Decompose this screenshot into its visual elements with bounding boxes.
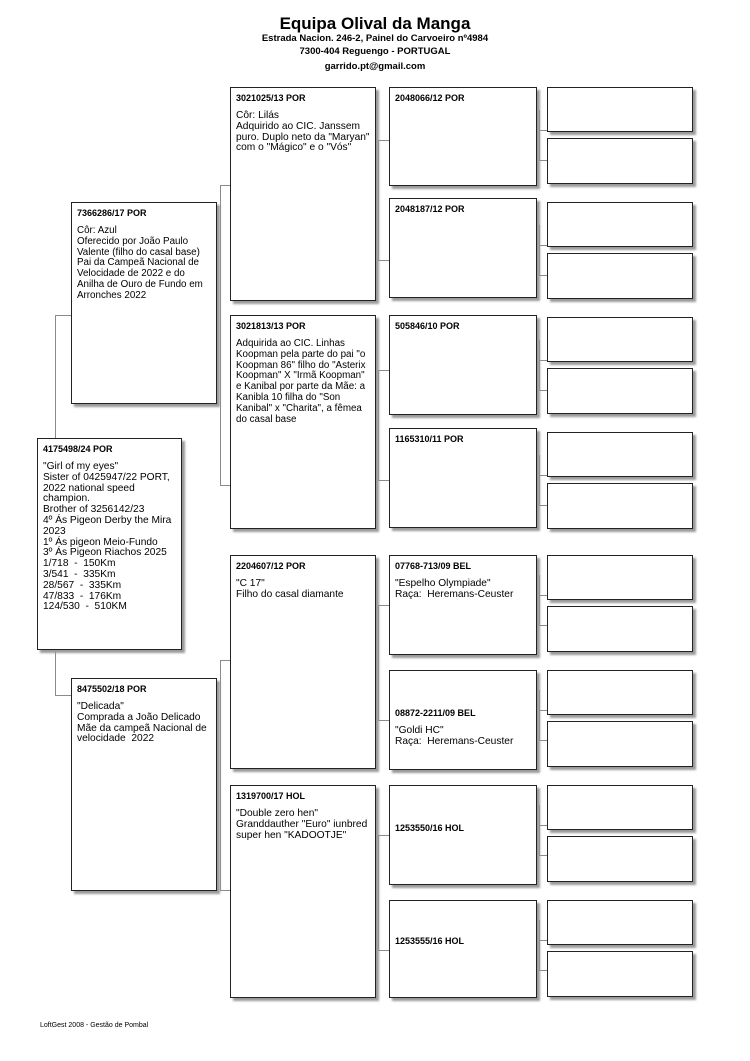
loft-title: Equipa Olival da Manga [279, 14, 471, 33]
pigeon-description: Côr: Lilás Adquirido ao CIC. Janssem puro. Duplo neto da "Maryan" com o "Mágico" e o "Vós" [236, 110, 370, 154]
ancestor-card-empty[interactable] [547, 721, 693, 767]
ring-number: 2048066/12 POR [395, 93, 465, 103]
dam-card[interactable] [71, 678, 217, 891]
ancestor-card-empty[interactable] [547, 368, 693, 414]
ancestor-card-empty[interactable] [547, 670, 693, 715]
connector-line [539, 505, 547, 506]
connector-line [539, 110, 540, 160]
connector-line [378, 260, 389, 261]
pigeon-description: "Goldi HC" Raça: Heremans-Ceuster [395, 725, 514, 747]
connector-line [220, 660, 230, 661]
subject-pigeon-card[interactable] [37, 438, 182, 650]
connector-line [378, 950, 389, 951]
ancestor-card-empty[interactable] [547, 317, 693, 362]
ancestor-card-empty[interactable] [547, 606, 693, 652]
ring-number: 4175498/24 POR [43, 444, 113, 454]
email: garrido.pt@gmail.com [324, 61, 426, 72]
connector-line [539, 740, 547, 741]
granddam-maternal-card[interactable] [230, 785, 376, 998]
connector-line [378, 835, 379, 950]
connector-line [539, 595, 547, 596]
ancestor-card-empty[interactable] [547, 951, 693, 997]
great-grandparent-card[interactable] [389, 900, 537, 998]
ancestor-card-empty[interactable] [547, 785, 693, 830]
connector-line [378, 370, 379, 480]
ring-number: 7366286/17 POR [77, 208, 147, 218]
ring-number: 1253550/16 HOL [395, 823, 465, 833]
ancestor-card-empty[interactable] [547, 555, 693, 600]
connector-line [539, 475, 547, 476]
ancestor-card-empty[interactable] [547, 836, 693, 882]
grandsire-paternal-card[interactable] [230, 87, 376, 301]
connector-line [539, 130, 547, 131]
connector-line [220, 185, 221, 485]
address-line-2: 7300-404 Reguengo - PORTUGAL [299, 45, 451, 57]
connector-line [539, 225, 540, 275]
pigeon-description: "Delicada" Comprada a João Delicado Mãe da campeã Nacional de velocidade 2022 [77, 701, 207, 745]
connector-line [378, 140, 379, 260]
connector-line [539, 360, 547, 361]
ancestor-card-empty[interactable] [547, 138, 693, 184]
great-grandparent-card[interactable] [389, 785, 537, 885]
connector-line [55, 315, 71, 316]
ancestor-card-empty[interactable] [547, 483, 693, 529]
pigeon-description: "C 17" Filho do casal diamante [236, 578, 344, 600]
connector-line [378, 480, 389, 481]
connector-line [378, 605, 389, 606]
ancestor-card-empty[interactable] [547, 900, 693, 945]
great-grandparent-card[interactable] [389, 428, 537, 528]
pigeon-description: Côr: Azul Oferecido por João Paulo Valente (filho do casal base) Pai da Campeã Nacional de Velocidade de 2022 e do Anilha de Ouro de Fundo em Arronches 2022 [77, 225, 203, 301]
connector-line [539, 245, 547, 246]
ancestor-card-empty[interactable] [547, 87, 693, 132]
connector-line [539, 690, 540, 740]
ring-number: 8475502/18 POR [77, 684, 147, 694]
connector-line [539, 625, 547, 626]
connector-line [55, 695, 71, 696]
ring-number: 1253555/16 HOL [395, 936, 465, 946]
pigeon-description: "Espelho Olympiade" Raça: Heremans-Ceuster [395, 578, 514, 600]
great-grandparent-card[interactable] [389, 670, 537, 770]
connector-line [539, 970, 547, 971]
ancestor-card-empty[interactable] [547, 432, 693, 477]
ring-number: 1319700/17 HOL [236, 791, 306, 801]
connector-line [220, 185, 230, 186]
connector-line [539, 825, 547, 826]
ring-number: 505846/10 POR [395, 321, 460, 331]
ring-number: 3021025/13 POR [236, 93, 306, 103]
connector-line [378, 140, 389, 141]
connector-line [539, 940, 547, 941]
great-grandparent-card[interactable] [389, 198, 537, 298]
great-grandparent-card[interactable] [389, 87, 537, 186]
connector-line [539, 275, 547, 276]
connector-line [378, 720, 389, 721]
connector-line [539, 855, 547, 856]
ancestor-card-empty[interactable] [547, 202, 693, 247]
great-grandparent-card[interactable] [389, 555, 537, 655]
sire-card[interactable] [71, 202, 217, 404]
footer-credit: LoftGest 2008 - Gestão de Pombal [40, 1022, 149, 1029]
page-header [0, 14, 750, 73]
connector-line [539, 455, 540, 505]
connector-line [378, 605, 379, 720]
connector-line [378, 835, 389, 836]
ancestor-card-empty[interactable] [547, 253, 693, 299]
pigeon-description: "Double zero hen" Granddauther "Euro" iunbred super hen "KADOOTJE" [236, 808, 368, 841]
connector-line [539, 805, 540, 855]
connector-line [220, 660, 221, 890]
connector-line [378, 370, 389, 371]
connector-line [539, 575, 540, 625]
connector-line [220, 890, 230, 891]
ring-number: 1165310/11 POR [395, 434, 464, 444]
connector-line [539, 160, 547, 161]
ring-number: 2048187/12 POR [395, 204, 465, 214]
granddam-paternal-card[interactable] [230, 315, 376, 529]
connector-line [220, 485, 230, 486]
connector-line [539, 710, 547, 711]
great-grandparent-card[interactable] [389, 315, 537, 415]
connector-line [539, 390, 547, 391]
connector-line [539, 340, 540, 390]
ring-number: 07768-713/09 BEL [395, 561, 472, 571]
grandsire-maternal-card[interactable] [230, 555, 376, 769]
connector-line [539, 920, 540, 970]
ring-number: 3021813/13 POR [236, 321, 306, 331]
pigeon-description: "Girl of my eyes" Sister of 0425947/22 PORT, 2022 national speed champion. Brother of 3256142/23 4º Ás Pigeon Derby the Mira 2023 1º Ás pigeon Meio-Fundo 3º Ás Pigeon Riachos 2025 1/718 - 150Km 3/541 - 335Km 28/567 - 335Km 47/833 - 176Km 124/530 - 510KM [43, 461, 172, 613]
pigeon-description: Adquirida ao CIC. Linhas Koopman pela parte do pai "o Koopman 86" filho do "Asterix Koopman" X "Irmã Koopman" e Kanibal por parte da Mãe: a Kanibla 10 filha do "Son Kanibal" x "Charita", a fêmea do casal base [236, 338, 369, 425]
ring-number: 08872-2211/09 BEL [395, 708, 476, 718]
address-line-1: Estrada Nacion. 246-2, Painel do Carvoeiro nº4984 [261, 33, 489, 44]
ring-number: 2204607/12 POR [236, 561, 306, 571]
